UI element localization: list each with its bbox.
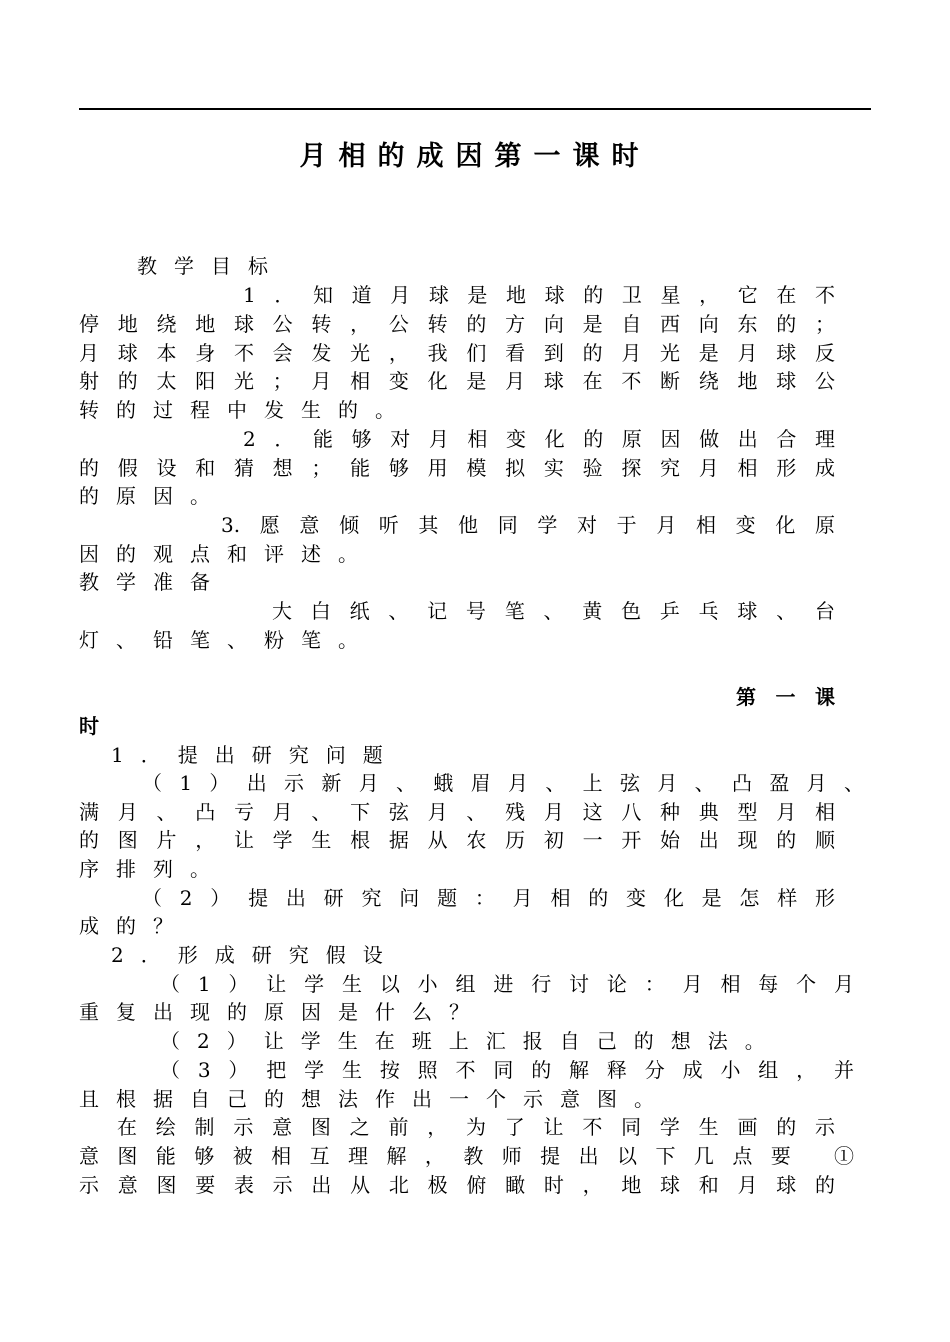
objective-2-line-3: 的原因。 [79, 484, 227, 508]
step-1-heading: 1．提出研究问题 [111, 743, 400, 767]
objective-1-line-5: 转的过程中发生的。 [79, 398, 412, 422]
step-2-p2-line-1: （2）让学生在班上汇报自己的想法。 [160, 1029, 782, 1053]
objective-1-line-1: 1．知道月球是地球的卫星，它在不 [243, 283, 835, 307]
prep-line-1: 大白纸、记号笔、黄色乒乓球、台 [272, 599, 835, 623]
prep-line-2: 灯、铅笔、粉笔。 [79, 628, 375, 652]
step-2-p4-line-3: 示意图要表示出从北极俯瞰时，地球和月球的 [79, 1173, 835, 1197]
step-1-p1-line-3: 的图片，让学生根据从农历初一开始出现的顺 [79, 828, 835, 852]
step-2-p3-line-1: （3）把学生按照不同的解释分成小组，并 [160, 1058, 854, 1082]
step-1-p1-line-2: 满月、凸亏月、下弦月、残月这八种典型月相 [79, 800, 835, 824]
step-2-p3-line-2: 且根据自己的想法作出一个示意图。 [79, 1087, 671, 1111]
objective-1-line-2: 停地绕地球公转，公转的方向是自西向东的； [79, 312, 835, 336]
step-2-p1-line-1: （1）让学生以小组进行讨论：月相每个月 [160, 972, 854, 996]
step-2-p4-line-1: 在绘制示意图之前，为了让不同学生画的示 [117, 1115, 835, 1139]
step-1-p1-line-4: 序排列。 [79, 857, 227, 881]
objective-1-line-4: 射的太阳光；月相变化是月球在不断绕地球公 [79, 369, 835, 393]
objectives-heading: 教学目标 [137, 254, 285, 278]
prep-heading: 教学准备 [79, 570, 227, 594]
objective-3-line-2: 因的观点和评述。 [79, 542, 375, 566]
step-2-p1-line-2: 重复出现的原因是什么？ [79, 1000, 486, 1024]
lesson-heading-line-2: 时 [79, 714, 99, 738]
objective-1-line-3: 月球本身不会发光，我们看到的月光是月球反 [79, 341, 835, 365]
header-rule [79, 108, 871, 110]
objective-3-line-1: 3.愿意倾听其他同学对于月相变化原 [221, 513, 835, 537]
step-1-p2-line-1: （2）提出研究问题：月相的变化是怎样形 [142, 886, 835, 910]
lesson-heading-line-1: 第一课 [736, 685, 835, 709]
step-2-heading: 2．形成研究假设 [111, 943, 400, 967]
objective-2-line-1: 2．能够对月相变化的原因做出合理 [243, 427, 835, 451]
objective-2-line-2: 的假设和猜想；能够用模拟实验探究月相形成 [79, 456, 835, 480]
step-2-p4-line-2: 意图能够被相互理解，教师提出以下几点要 ① [79, 1144, 854, 1168]
step-1-p2-line-2: 成的？ [79, 914, 190, 938]
page-title: 月相的成因第一课时 [299, 141, 651, 172]
step-1-p1-line-1: （1）出示新月、蛾眉月、上弦月、凸盈月、 [142, 771, 864, 795]
